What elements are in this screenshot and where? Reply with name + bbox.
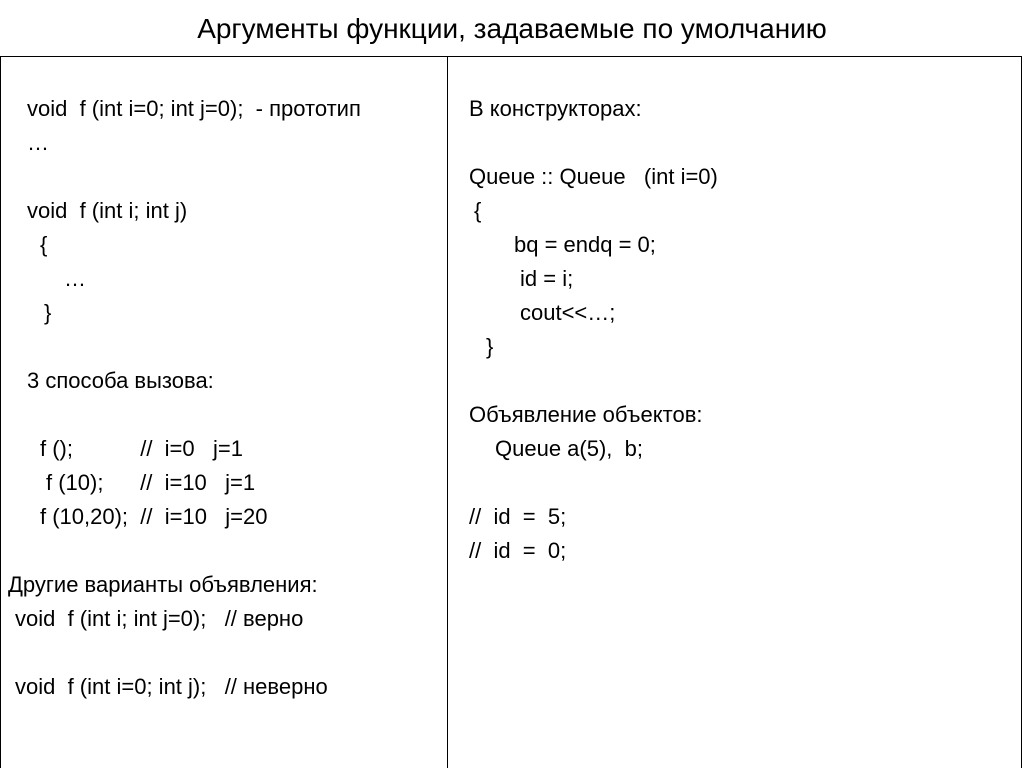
section-heading: 3 способа вызова: [27, 368, 214, 393]
code-line: id = i; [520, 266, 574, 291]
code-line: f (10); // i=10 j=1 [46, 470, 256, 495]
page-title: Аргументы функции, задаваемые по умолчанию [197, 13, 827, 44]
code-line: void f (int i=0; int j=0); - прототип [27, 96, 361, 121]
code-line: // id = 0; [469, 538, 567, 563]
code-line: // id = 5; [469, 504, 567, 529]
code-line: f (); // i=0 j=1 [40, 436, 243, 461]
code-line: void f (int i; int j=0); // верно [15, 606, 304, 631]
section-heading: Объявление объектов: [469, 402, 703, 427]
code-line: } [44, 300, 52, 325]
section-heading: В конструкторах: [469, 96, 642, 121]
code-line: void f (int i; int j) [27, 198, 188, 223]
code-line: void f (int i=0; int j); // неверно [15, 674, 328, 699]
code-line: … [64, 266, 86, 291]
code-line: bq = endq = 0; [514, 232, 656, 257]
code-line: Queue a(5), b; [495, 436, 643, 461]
code-line: f (10,20); // i=10 j=20 [40, 504, 268, 529]
code-line: { [40, 232, 48, 257]
code-line: … [27, 130, 49, 155]
code-line: { [474, 198, 482, 223]
column-divider [447, 56, 448, 768]
code-line: } [486, 334, 494, 359]
code-line: Queue :: Queue (int i=0) [469, 164, 718, 189]
section-heading: Другие варианты объявления: [8, 572, 318, 597]
code-line: cout<<…; [520, 300, 616, 325]
